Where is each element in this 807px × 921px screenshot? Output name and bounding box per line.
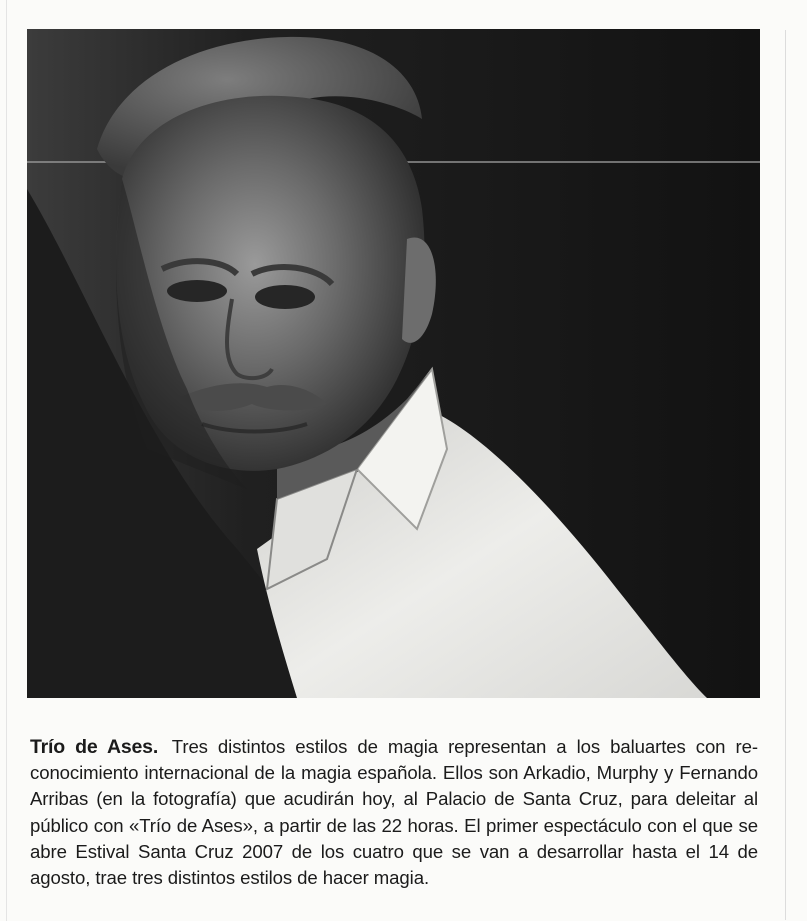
caption-title: Trío de Ases. [30, 736, 159, 758]
portrait-illustration [27, 29, 760, 698]
eye-right [255, 285, 315, 309]
column-divider-rule [785, 30, 786, 920]
photo-caption [30, 734, 758, 891]
eye-left [167, 280, 227, 302]
caption-body: Tres distintos estilos de magia representan a los baluartes con reconocimiento internacional de la magia española. Ellos son Arkadio, Murphy y Fernando Arribas (en la fotografía) que acudirán hoy, al Palacio de Santa Cruz, para deleitar al público con «Trío de Ases», a partir de las 22 horas. El primer espectáculo con el que se abre Estival Santa Cruz 2007 de los cuatro que se van a desarrollar hasta el 14 de agosto, trae tres distintos estilos de hacer magia. [30, 736, 759, 889]
news-photo [27, 29, 760, 698]
page-edge-rule [6, 0, 7, 921]
